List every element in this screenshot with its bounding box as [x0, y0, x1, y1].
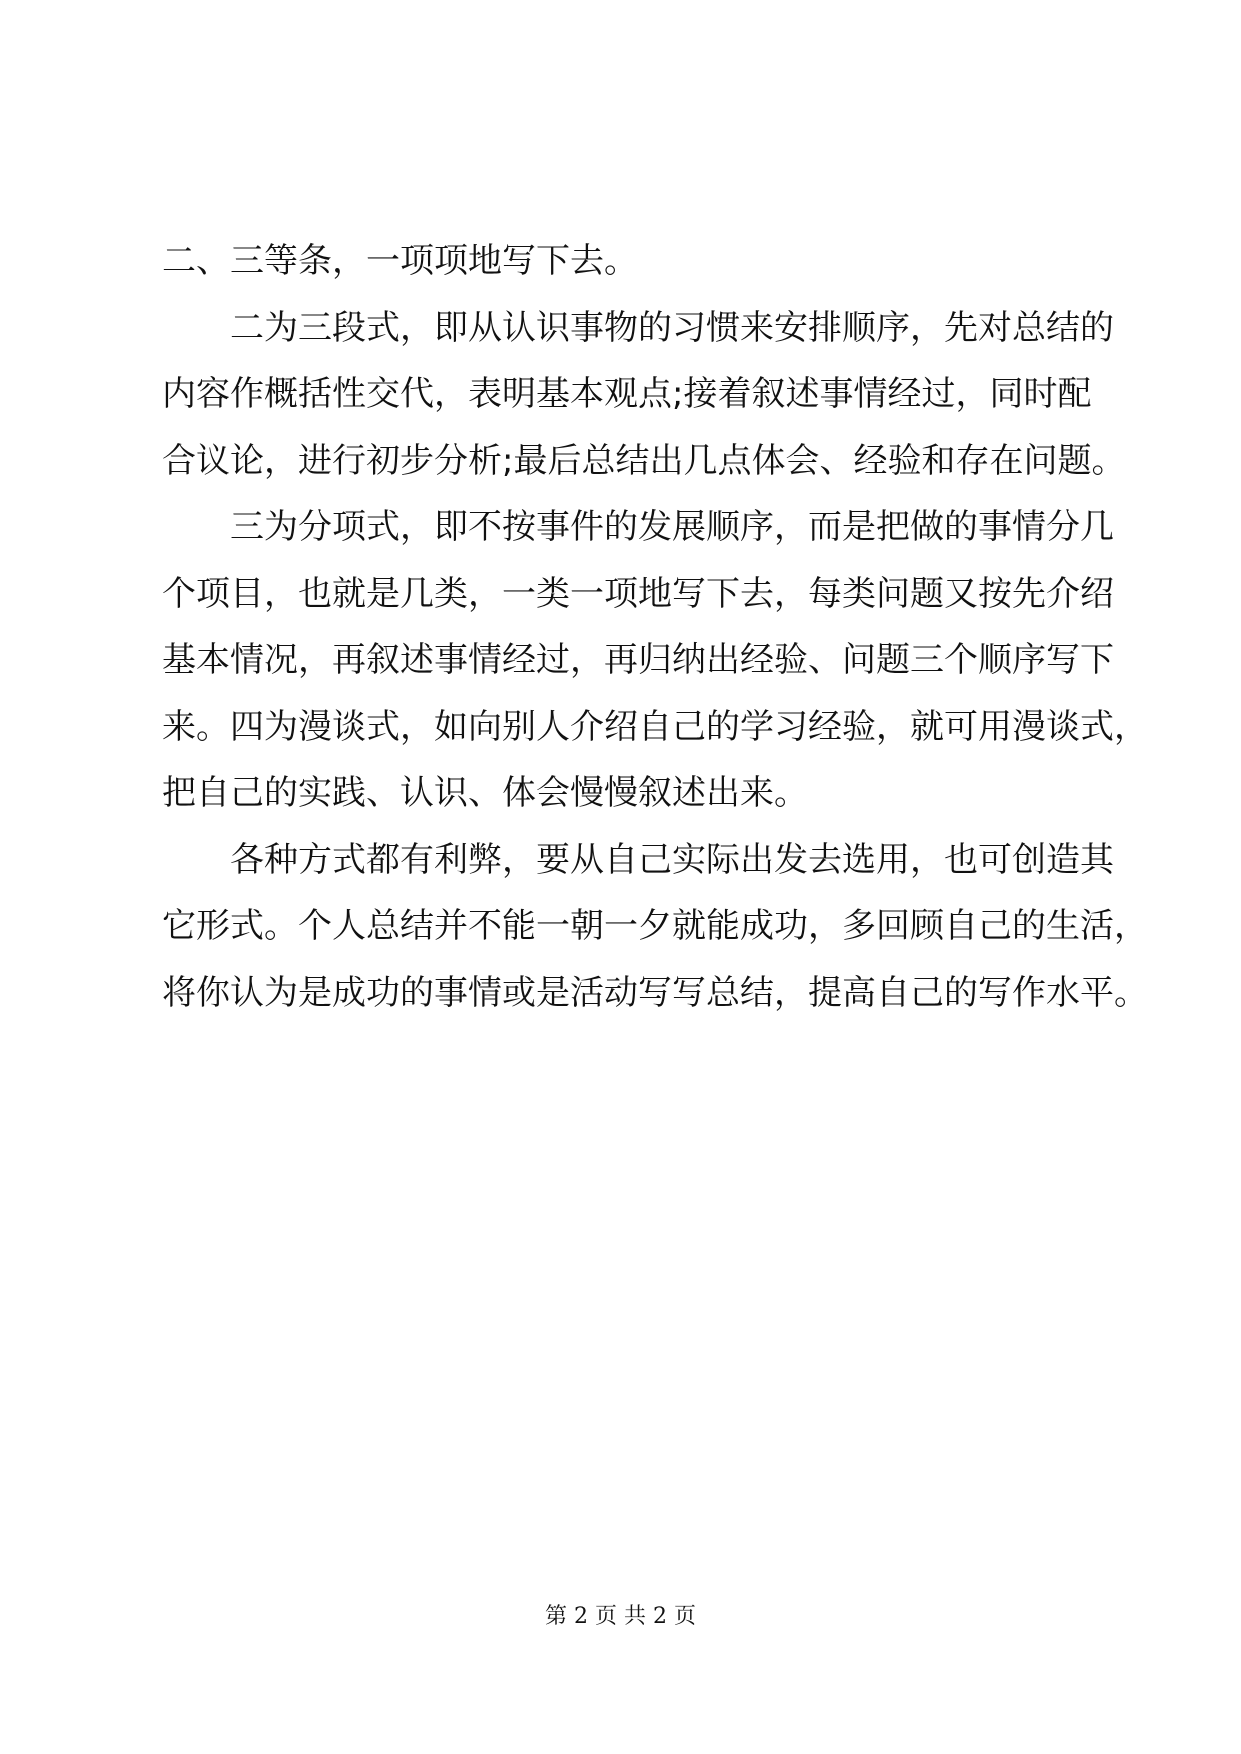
text-line: 二、三等条，一项项地写下去。 — [162, 241, 638, 281]
text-line: 各种方式都有利弊，要从自己实际出发去选用，也可创造其 — [230, 839, 1114, 880]
text-line: 三为分项式，即不按事件的发展顺序，而是把做的事情分几 — [230, 507, 1114, 547]
text-line: 将你认为是成功的事情或是活动写写总结，提高自己的写作水平。 — [162, 972, 1148, 1013]
text-line: 基本情况，再叙述事情经过，再归纳出经验、问题三个顺序写下 — [162, 640, 1114, 680]
document-body — [162, 228, 1148, 1026]
text-line: 把自己的实践、认识、体会慢慢叙述出来。 — [162, 773, 808, 813]
text-line: 内容作概括性交代，表明基本观点;接着叙述事情经过，同时配 — [162, 374, 1092, 414]
text-line: 合议论，进行初步分析;最后总结出几点体会、经验和存在问题。 — [162, 440, 1126, 481]
text-line: 它形式。个人总结并不能一朝一夕就能成功，多回顾自己的生活， — [162, 906, 1148, 946]
text-line: 二为三段式，即从认识事物的习惯来安排顺序，先对总结的 — [230, 307, 1114, 348]
text-line: 来。四为漫谈式，如向别人介绍自己的学习经验，就可用漫谈式， — [162, 706, 1148, 747]
text-line: 个项目，也就是几类，一类一项地写下去，每类问题又按先介绍 — [162, 573, 1114, 614]
page-number: 第 2 页 共 2 页 — [545, 1604, 696, 1629]
